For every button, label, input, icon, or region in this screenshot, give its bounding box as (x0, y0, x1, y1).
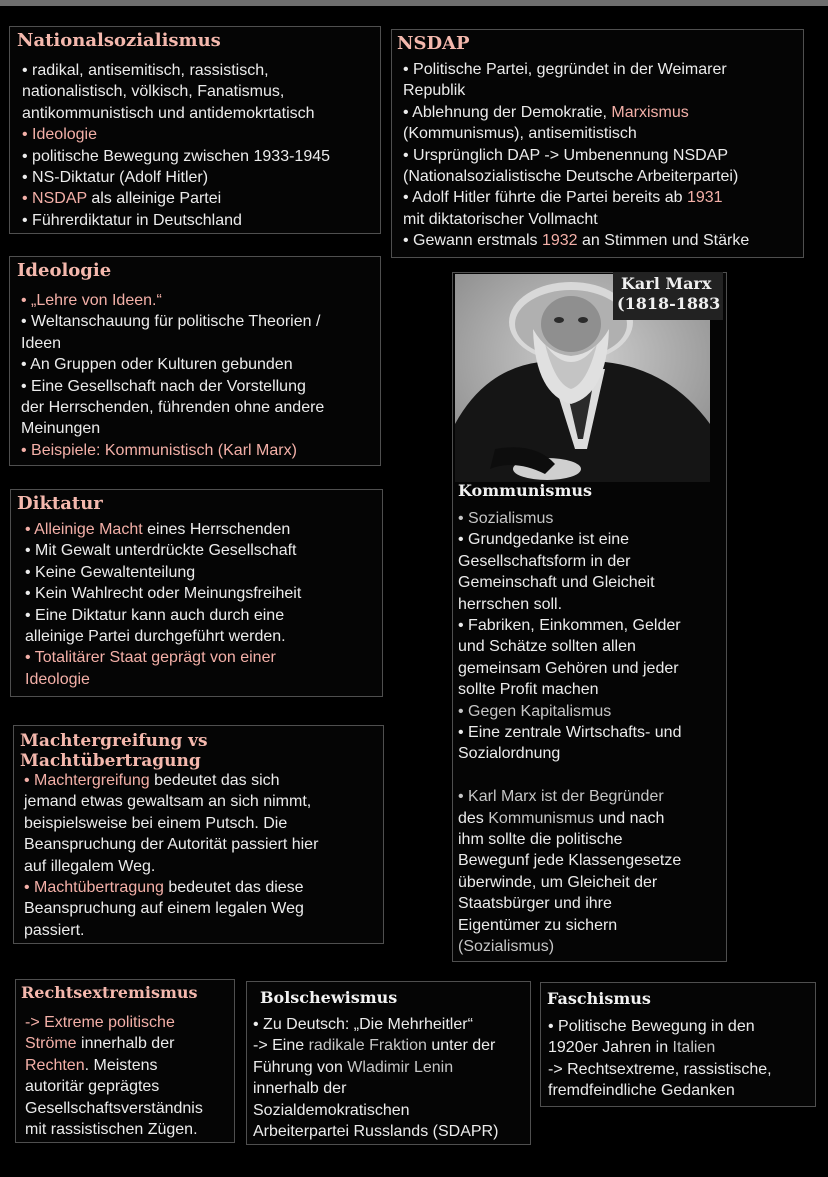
card-bolschewismus (246, 981, 531, 1145)
highlight: Kommunismus (488, 809, 595, 827)
text: bedeutet das sich (149, 772, 280, 789)
text: bedeutet das diese (163, 879, 304, 897)
text-line: • Eine Diktatur kann auch durch eine (25, 606, 285, 624)
highlight: • Alleinige Macht (25, 521, 143, 538)
text-line: • politische Bewegung zwischen 1933-1945 (22, 147, 331, 165)
text: des (458, 809, 489, 827)
text-line: • Grundgedanke ist eine (458, 531, 630, 549)
card-title: Faschismus (547, 989, 651, 1008)
text: • Ablehnung der Demokratie, (403, 103, 612, 121)
card-title: NSDAP (397, 33, 470, 54)
text-line: alleinige Partei durchgeführt werden. (25, 628, 286, 646)
highlight: Ströme (25, 1035, 77, 1053)
text-line: • Karl Marx ist der Begründer (458, 788, 664, 806)
highlight: Italien (672, 1039, 716, 1057)
card-title: Nationalsozialismus (17, 30, 221, 51)
text-line: • Politische Partei, gegründet in der Weimarer (403, 61, 727, 78)
highlight: • Machtergreifung (24, 772, 150, 789)
text-line: • Führerdiktatur in Deutschland (22, 211, 242, 229)
text-line: • Ideologie (22, 126, 97, 144)
card-diktatur (10, 489, 383, 697)
text-line: Eigentümer zu sichern (458, 916, 618, 934)
text-line: Beanspruchung auf einem legalen Weg (24, 900, 304, 918)
text-line: nationalistisch, völkisch, Fanatismus, (22, 83, 285, 101)
portrait-caption (613, 272, 723, 320)
card-nsdap (391, 29, 804, 258)
text-line: auf illegalem Weg. (24, 857, 156, 875)
text: . Meistens (84, 1056, 158, 1074)
text-line: (Kommunismus), antisemitistisch (403, 125, 637, 143)
text-line: jemand etwas gewaltsam an sich nimmt, (24, 793, 312, 811)
highlight: Rechten (25, 1056, 85, 1074)
text-line: • radikal, antisemitisch, rassistisch, (22, 62, 269, 79)
text-line: Republik (403, 82, 466, 100)
text-line: • Fabriken, Einkommen, Gelder (458, 617, 681, 635)
card-rechtsextremismus (15, 979, 235, 1143)
text: unter der (426, 1037, 496, 1055)
text-line: -> Rechtsextreme, rassistische, (548, 1060, 772, 1078)
highlight: • NSDAP (22, 190, 87, 208)
text-line: der Herrschenden, führenden ohne andere (21, 399, 325, 417)
text-line: Gesellschaftsverständnis (25, 1099, 203, 1117)
text-line: Ideologie (25, 670, 90, 688)
card-title: Ideologie (17, 260, 112, 281)
text-line: passiert. (24, 921, 85, 939)
text-line: Staatsbürger und ihre (458, 895, 612, 913)
text-line: • Eine zentrale Wirtschafts- und (458, 724, 682, 742)
card-title: Kommunismus (458, 481, 593, 500)
text-line: sollte Profit machen (458, 681, 599, 699)
text-line: • Eine Gesellschaft nach der Vorstellung (21, 377, 306, 395)
text-line: herrschen soll. (458, 595, 563, 613)
card-machtergreifung (13, 725, 384, 944)
text: -> Eine (253, 1037, 309, 1055)
text-line: Beanspruchung der Autorität passiert hier (24, 836, 319, 854)
text-line: mit rassistischen Zügen. (25, 1121, 198, 1139)
text-line: Arbeiterpartei Russlands (SDAPR) (253, 1123, 499, 1141)
text-line: • An Gruppen oder Kulturen gebunden (21, 356, 293, 374)
text-line: • „Lehre von Ideen.“ (21, 292, 162, 309)
top-bar (0, 0, 828, 6)
highlight: 1931 (686, 189, 723, 207)
text-line: • Gegen Kapitalismus (458, 702, 612, 720)
text-line: • Mit Gewalt unterdrückte Gesellschaft (25, 542, 297, 560)
text: als alleinige Partei (86, 190, 222, 208)
text: eines Herrschenden (142, 521, 291, 538)
text-line: Bewegunf jede Klassengesetze (458, 852, 682, 870)
text-line: • Beispiele: Kommunistisch (Karl Marx) (21, 441, 297, 459)
text-line: innerhalb der (253, 1080, 347, 1098)
text-line: ihm sollte die politische (458, 831, 623, 849)
text-line: Meinungen (21, 420, 101, 438)
text-line: • Sozialismus (458, 510, 554, 527)
text-line: Gemeinschaft und Gleicheit (458, 574, 655, 592)
text: Führung von (253, 1058, 348, 1076)
text-line: • Politische Bewegung in den (548, 1018, 755, 1035)
text-line: (Nationalsozialistische Deutsche Arbeiterpartei) (403, 168, 739, 186)
card-ideologie (9, 256, 381, 466)
card-title: Rechtsextremismus (21, 983, 198, 1002)
text-line: • Weltanschauung für politische Theorien / (21, 313, 321, 331)
text-line: beispielsweise bei einem Putsch. Die (24, 814, 288, 832)
highlight: Wladimir Lenin (347, 1058, 454, 1076)
text-line: • Ursprünglich DAP -> Umbenennung NSDAP (403, 146, 729, 164)
highlight: Marxismus (611, 103, 689, 121)
highlight: 1932 (541, 232, 578, 250)
card-title: Bolschewismus (260, 988, 398, 1007)
text-line: gemeinsam Gehören und jeder (458, 659, 679, 677)
card-faschismus (540, 982, 816, 1107)
text-line: Sozialdemokratischen (253, 1101, 410, 1119)
text-line: mit diktatorischer Vollmacht (403, 210, 598, 228)
highlight: • Machtübertragung (24, 879, 164, 897)
caption-years: (1818-1883 (617, 294, 721, 313)
caption-name: Karl Marx (621, 274, 712, 293)
text-line: • NS-Diktatur (Adolf Hitler) (22, 169, 209, 187)
text: 1920er Jahren in (548, 1039, 673, 1057)
text-line: (Sozialismus) (458, 938, 555, 956)
card-title: Diktatur (17, 493, 103, 514)
text-line: • Keine Gewaltenteilung (25, 563, 196, 581)
text: an Stimmen und Stärke (577, 232, 750, 250)
text-line: Sozialordnung (458, 745, 561, 763)
card-nationalsozialismus (9, 26, 381, 234)
text: innerhalb der (76, 1035, 175, 1053)
text-line: Gesellschaftsform in der (458, 552, 631, 570)
highlight: radikale Fraktion (308, 1037, 427, 1055)
text-line: • Totalitärer Staat geprägt von einer (25, 649, 276, 667)
text-line: Ideen (21, 334, 62, 352)
text-line: antikommunistisch und antidemokrtatisch (22, 104, 315, 122)
card-title: Machtergreifung vs Machtübertragung (20, 731, 208, 771)
text: • Gewann erstmals (403, 232, 542, 250)
text-line: fremdfeindliche Gedanken (548, 1082, 735, 1100)
text-line: autoritär geprägtes (25, 1078, 160, 1096)
text-line: überwinde, um Gleicheit der (458, 873, 658, 891)
text-line: und Schätze sollten allen (458, 638, 636, 656)
text-line: • Zu Deutsch: „Die Mehrheitler“ (253, 1016, 473, 1033)
text-line: -> Extreme politische (25, 1014, 175, 1031)
text: und nach (594, 809, 665, 827)
text-line: • Kein Wahlrecht oder Meinungsfreiheit (25, 585, 302, 603)
text: • Adolf Hitler führte die Partei bereits ab (403, 189, 687, 207)
